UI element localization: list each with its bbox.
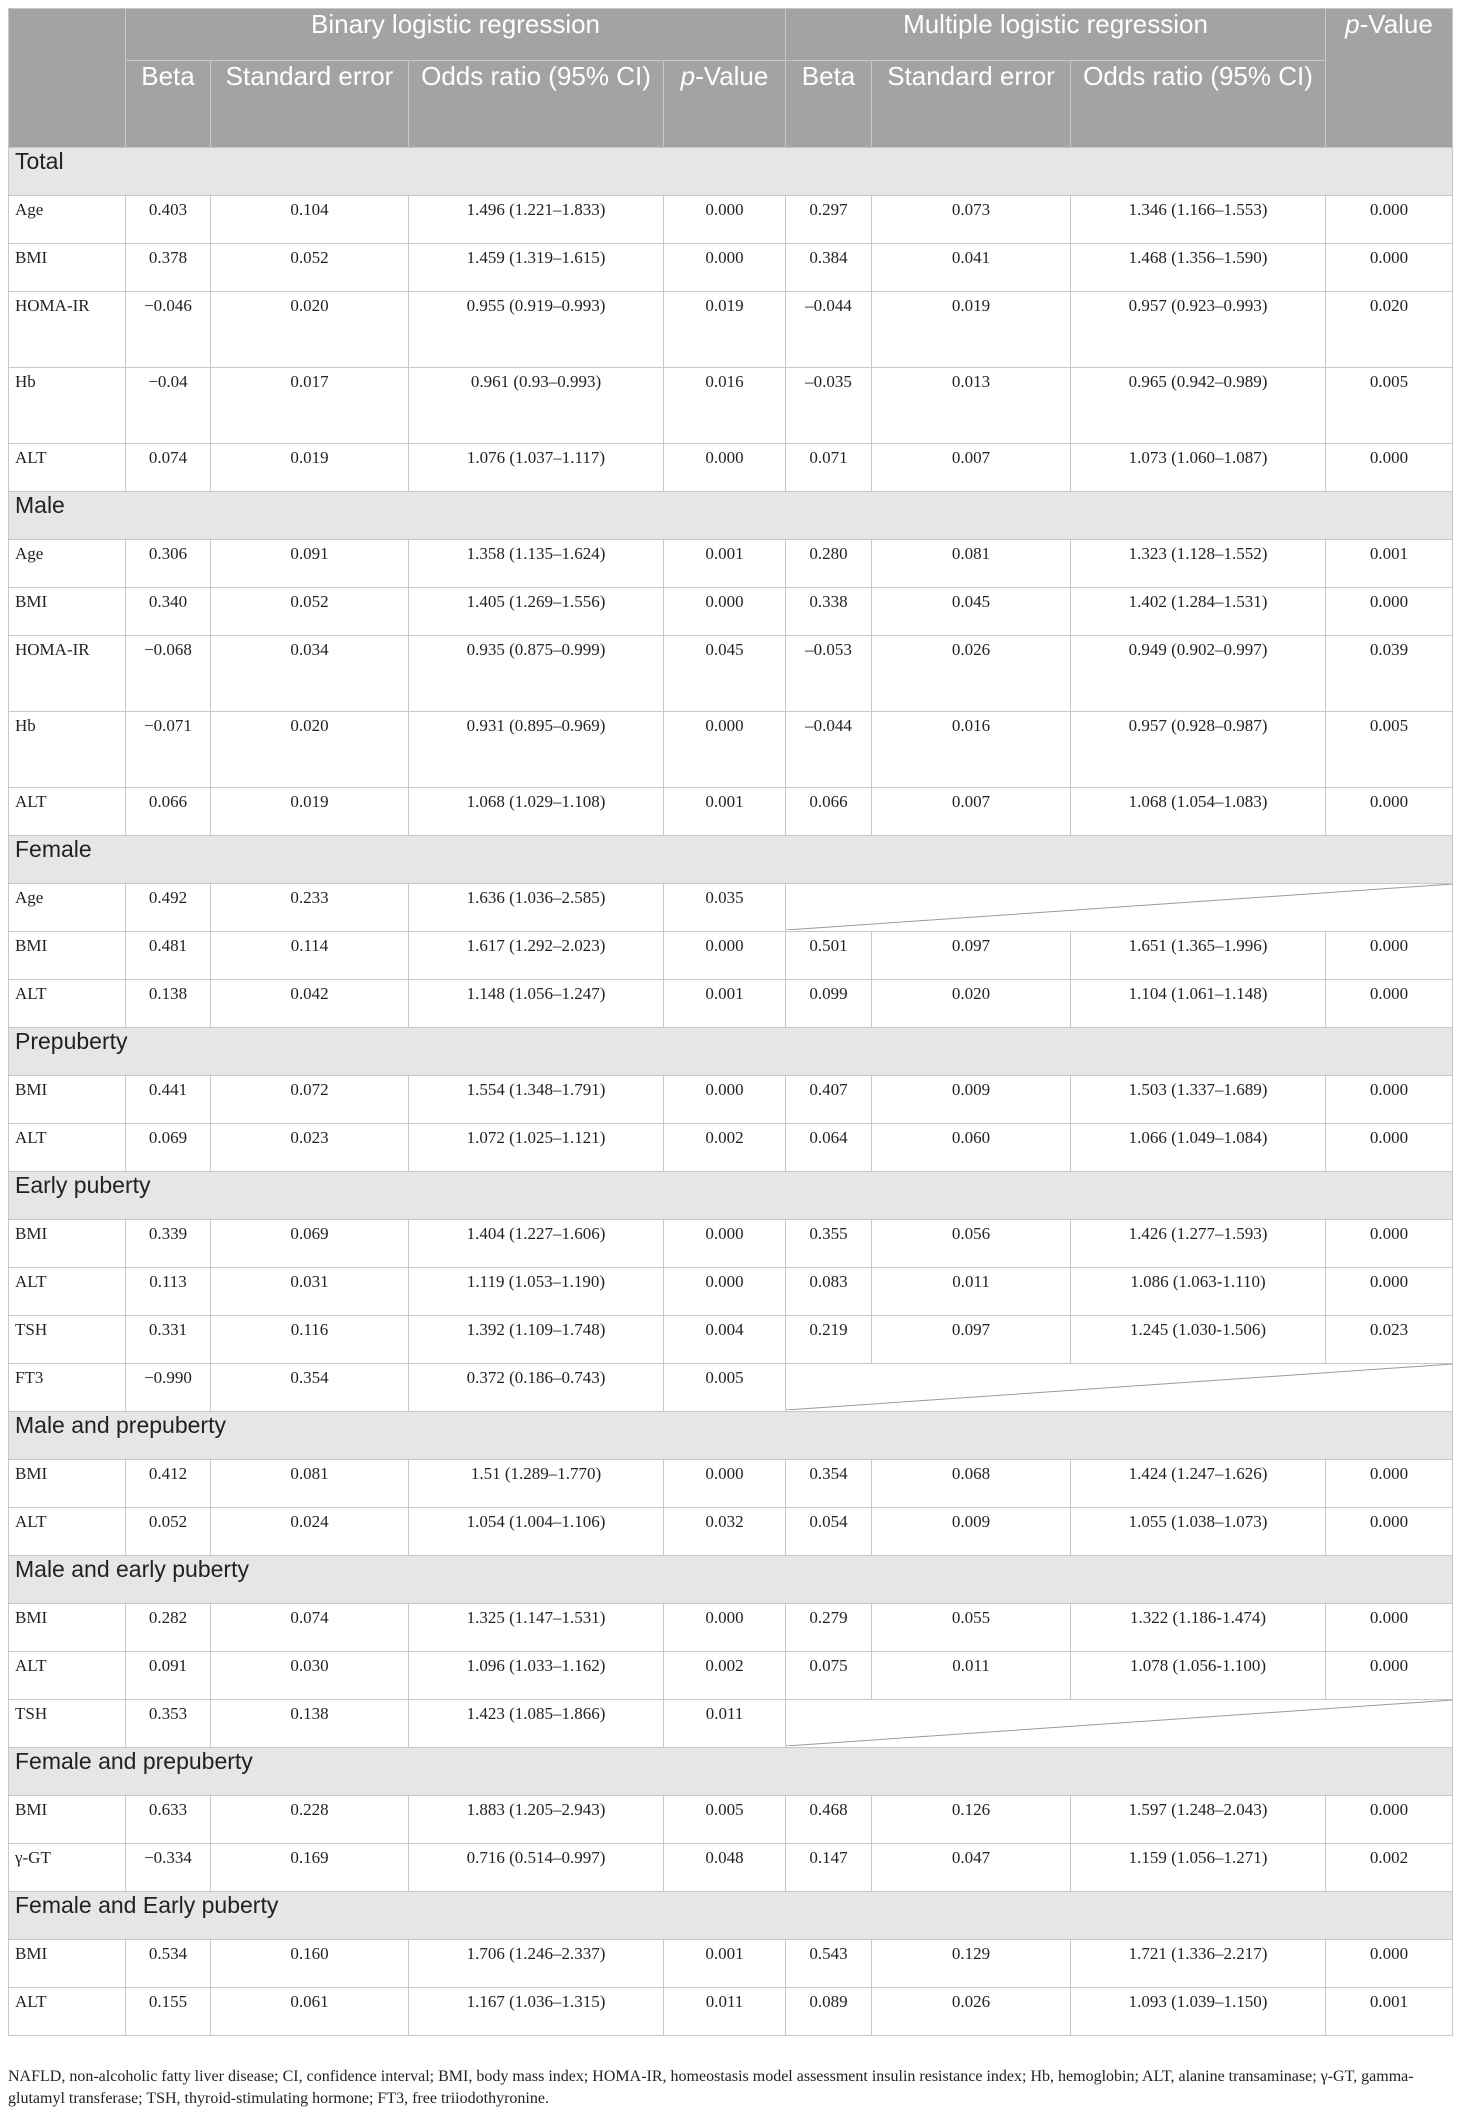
binary-or-cell: 1.148 (1.056–1.247) [409, 980, 664, 1028]
table-row [9, 368, 1453, 444]
multiple-p-cell: 0.001 [1326, 1988, 1453, 2036]
multiple-or-cell: 1.093 (1.039–1.150) [1071, 1988, 1326, 2036]
binary-p-cell: 0.019 [664, 292, 786, 368]
multiple-or-cell: 1.086 (1.063-1.110) [1071, 1268, 1326, 1316]
multiple-beta-cell: 0.279 [786, 1604, 872, 1652]
table-row [9, 444, 1453, 492]
multiple-p-cell: 0.000 [1326, 1076, 1453, 1124]
multiple-beta-cell: 0.280 [786, 540, 872, 588]
multiple-or-cell: 0.957 (0.928–0.987) [1071, 712, 1326, 788]
multiple-p-cell: 0.002 [1326, 1844, 1453, 1892]
binary-p-cell: 0.011 [664, 1700, 786, 1748]
multiple-se-cell: 0.097 [872, 932, 1071, 980]
binary-se-cell: 0.091 [211, 540, 409, 588]
multiple-se-cell: 0.007 [872, 444, 1071, 492]
multiple-beta-cell: –0.044 [786, 292, 872, 368]
multiple-p-cell: 0.000 [1326, 1604, 1453, 1652]
multiple-or-cell: 1.068 (1.054–1.083) [1071, 788, 1326, 836]
multiple-p-cell: 0.039 [1326, 636, 1453, 712]
binary-p-cell: 0.000 [664, 712, 786, 788]
binary-beta-cell: 0.113 [126, 1268, 211, 1316]
binary-p-cell: 0.001 [664, 1940, 786, 1988]
binary-p-cell: 0.000 [664, 1460, 786, 1508]
header-p-value: p-Value [664, 61, 786, 148]
table-row [9, 1316, 1453, 1364]
multiple-p-cell: 0.000 [1326, 1508, 1453, 1556]
multiple-p-cell: 0.023 [1326, 1316, 1453, 1364]
binary-beta-cell: 0.331 [126, 1316, 211, 1364]
table-row [9, 788, 1453, 836]
multiple-or-cell: 1.597 (1.248–2.043) [1071, 1796, 1326, 1844]
table-row [9, 1076, 1453, 1124]
not-included-cell [786, 884, 1453, 932]
header-p-value-multiple: p-Value [1326, 9, 1453, 148]
multiple-beta-cell: –0.044 [786, 712, 872, 788]
binary-beta-cell: −0.990 [126, 1364, 211, 1412]
multiple-beta-cell: 0.064 [786, 1124, 872, 1172]
variable-cell: BMI [9, 1460, 126, 1508]
table-body [9, 148, 1453, 2036]
multiple-or-cell: 0.965 (0.942–0.989) [1071, 368, 1326, 444]
binary-beta-cell: 0.282 [126, 1604, 211, 1652]
table-row [9, 1364, 1453, 1412]
group-heading: Male and prepuberty [9, 1412, 1453, 1460]
binary-p-cell: 0.001 [664, 788, 786, 836]
multiple-p-cell: 0.000 [1326, 444, 1453, 492]
multiple-or-cell: 0.949 (0.902–0.997) [1071, 636, 1326, 712]
binary-or-cell: 0.961 (0.93–0.993) [409, 368, 664, 444]
binary-se-cell: 0.023 [211, 1124, 409, 1172]
multiple-se-cell: 0.011 [872, 1268, 1071, 1316]
not-included-cell [786, 1364, 1453, 1412]
binary-or-cell: 0.931 (0.895–0.969) [409, 712, 664, 788]
table-row [9, 1460, 1453, 1508]
multiple-se-cell: 0.055 [872, 1604, 1071, 1652]
binary-p-cell: 0.032 [664, 1508, 786, 1556]
regression-table [8, 8, 1453, 2036]
multiple-or-cell: 1.503 (1.337–1.689) [1071, 1076, 1326, 1124]
group-heading: Male [9, 492, 1453, 540]
multiple-or-cell: 1.078 (1.056-1.100) [1071, 1652, 1326, 1700]
binary-beta-cell: −0.046 [126, 292, 211, 368]
multiple-se-cell: 0.009 [872, 1508, 1071, 1556]
table-row [9, 1940, 1453, 1988]
binary-se-cell: 0.074 [211, 1604, 409, 1652]
binary-beta-cell: 0.052 [126, 1508, 211, 1556]
binary-se-cell: 0.042 [211, 980, 409, 1028]
multiple-se-cell: 0.009 [872, 1076, 1071, 1124]
binary-se-cell: 0.072 [211, 1076, 409, 1124]
multiple-or-cell: 1.468 (1.356–1.590) [1071, 244, 1326, 292]
table-row [9, 1268, 1453, 1316]
table-row [9, 1988, 1453, 2036]
multiple-beta-cell: 0.071 [786, 444, 872, 492]
diagonal-line [786, 884, 1453, 930]
variable-cell: HOMA-IR [9, 636, 126, 712]
binary-p-cell: 0.000 [664, 1604, 786, 1652]
binary-or-cell: 1.072 (1.025–1.121) [409, 1124, 664, 1172]
not-included-cell [786, 1700, 1453, 1748]
binary-or-cell: 1.054 (1.004–1.106) [409, 1508, 664, 1556]
multiple-beta-cell: 0.355 [786, 1220, 872, 1268]
multiple-se-cell: 0.068 [872, 1460, 1071, 1508]
binary-or-cell: 0.935 (0.875–0.999) [409, 636, 664, 712]
table-row [9, 588, 1453, 636]
multiple-se-cell: 0.129 [872, 1940, 1071, 1988]
table-row [9, 196, 1453, 244]
binary-se-cell: 0.233 [211, 884, 409, 932]
binary-beta-cell: 0.353 [126, 1700, 211, 1748]
binary-p-cell: 0.001 [664, 980, 786, 1028]
multiple-beta-cell: 0.468 [786, 1796, 872, 1844]
multiple-p-cell: 0.000 [1326, 1652, 1453, 1700]
group-heading: Male and early puberty [9, 1556, 1453, 1604]
table-row [9, 1604, 1453, 1652]
binary-se-cell: 0.052 [211, 588, 409, 636]
multiple-p-cell: 0.000 [1326, 1124, 1453, 1172]
binary-beta-cell: 0.412 [126, 1460, 211, 1508]
header-standard-error: Standard error [211, 61, 409, 148]
binary-beta-cell: 0.441 [126, 1076, 211, 1124]
multiple-p-cell: 0.005 [1326, 712, 1453, 788]
variable-cell: ALT [9, 1508, 126, 1556]
table-row [9, 1220, 1453, 1268]
table-row [9, 636, 1453, 712]
table-row [9, 980, 1453, 1028]
multiple-or-cell: 1.721 (1.336–2.217) [1071, 1940, 1326, 1988]
binary-or-cell: 0.372 (0.186–0.743) [409, 1364, 664, 1412]
header-multiple: Multiple logistic regression [786, 9, 1326, 61]
binary-se-cell: 0.081 [211, 1460, 409, 1508]
multiple-beta-cell: 0.083 [786, 1268, 872, 1316]
binary-or-cell: 1.554 (1.348–1.791) [409, 1076, 664, 1124]
binary-or-cell: 1.076 (1.037–1.117) [409, 444, 664, 492]
binary-p-cell: 0.005 [664, 1796, 786, 1844]
variable-cell: BMI [9, 1076, 126, 1124]
binary-or-cell: 1.51 (1.289–1.770) [409, 1460, 664, 1508]
table-row [9, 1700, 1453, 1748]
binary-se-cell: 0.020 [211, 292, 409, 368]
table-row [9, 884, 1453, 932]
multiple-or-cell: 1.323 (1.128–1.552) [1071, 540, 1326, 588]
binary-or-cell: 0.716 (0.514–0.997) [409, 1844, 664, 1892]
binary-beta-cell: −0.071 [126, 712, 211, 788]
binary-or-cell: 1.706 (1.246–2.337) [409, 1940, 664, 1988]
binary-p-cell: 0.045 [664, 636, 786, 712]
multiple-beta-cell: 0.407 [786, 1076, 872, 1124]
table-row [9, 540, 1453, 588]
binary-se-cell: 0.138 [211, 1700, 409, 1748]
multiple-se-cell: 0.081 [872, 540, 1071, 588]
binary-beta-cell: 0.340 [126, 588, 211, 636]
multiple-se-cell: 0.056 [872, 1220, 1071, 1268]
variable-cell: TSH [9, 1316, 126, 1364]
binary-or-cell: 1.167 (1.036–1.315) [409, 1988, 664, 2036]
multiple-or-cell: 1.245 (1.030-1.506) [1071, 1316, 1326, 1364]
table-footnote: NAFLD, non-alcoholic fatty liver disease; CI, confidence interval; BMI, body mass index; HOMA-IR, homeostasis model assessment insulin resistance index; Hb, hemoglobin; ALT, alanine transaminase; γ-GT, gamma-glutamyl transferase; TSH, thyroid-stimulating hormone; FT3, free triiodothyronine. [8, 2068, 1414, 2107]
table-row [9, 244, 1453, 292]
multiple-or-cell: 1.104 (1.061–1.148) [1071, 980, 1326, 1028]
binary-se-cell: 0.114 [211, 932, 409, 980]
group-heading: Total [9, 148, 1453, 196]
group-heading: Early puberty [9, 1172, 1453, 1220]
multiple-or-cell: 1.426 (1.277–1.593) [1071, 1220, 1326, 1268]
variable-cell: ALT [9, 1124, 126, 1172]
multiple-se-cell: 0.073 [872, 196, 1071, 244]
binary-or-cell: 1.617 (1.292–2.023) [409, 932, 664, 980]
multiple-beta-cell: 0.338 [786, 588, 872, 636]
binary-p-cell: 0.035 [664, 884, 786, 932]
binary-se-cell: 0.031 [211, 1268, 409, 1316]
binary-p-cell: 0.000 [664, 1268, 786, 1316]
multiple-or-cell: 0.957 (0.923–0.993) [1071, 292, 1326, 368]
multiple-se-cell: 0.026 [872, 636, 1071, 712]
multiple-beta-cell: 0.354 [786, 1460, 872, 1508]
multiple-p-cell: 0.000 [1326, 980, 1453, 1028]
variable-cell: BMI [9, 1220, 126, 1268]
table-row [9, 1652, 1453, 1700]
multiple-se-cell: 0.026 [872, 1988, 1071, 2036]
binary-beta-cell: 0.155 [126, 1988, 211, 2036]
table-row [9, 1844, 1453, 1892]
multiple-beta-cell: –0.035 [786, 368, 872, 444]
binary-or-cell: 1.068 (1.029–1.108) [409, 788, 664, 836]
binary-p-cell: 0.016 [664, 368, 786, 444]
header-beta: Beta [786, 61, 872, 148]
binary-se-cell: 0.052 [211, 244, 409, 292]
binary-se-cell: 0.017 [211, 368, 409, 444]
diagonal-line [786, 1364, 1453, 1410]
binary-p-cell: 0.048 [664, 1844, 786, 1892]
binary-beta-cell: 0.403 [126, 196, 211, 244]
variable-cell: Age [9, 196, 126, 244]
binary-or-cell: 1.404 (1.227–1.606) [409, 1220, 664, 1268]
variable-cell: BMI [9, 1940, 126, 1988]
variable-cell: ALT [9, 1988, 126, 2036]
table-row [9, 292, 1453, 368]
multiple-se-cell: 0.041 [872, 244, 1071, 292]
binary-beta-cell: −0.334 [126, 1844, 211, 1892]
multiple-or-cell: 1.651 (1.365–1.996) [1071, 932, 1326, 980]
binary-beta-cell: −0.068 [126, 636, 211, 712]
group-heading: Female and Early puberty [9, 1892, 1453, 1940]
multiple-or-cell: 1.402 (1.284–1.531) [1071, 588, 1326, 636]
variable-cell: γ-GT [9, 1844, 126, 1892]
binary-p-cell: 0.002 [664, 1124, 786, 1172]
binary-or-cell: 1.405 (1.269–1.556) [409, 588, 664, 636]
variable-cell: Age [9, 884, 126, 932]
binary-or-cell: 1.392 (1.109–1.748) [409, 1316, 664, 1364]
variable-cell: BMI [9, 1604, 126, 1652]
binary-beta-cell: 0.074 [126, 444, 211, 492]
binary-p-cell: 0.002 [664, 1652, 786, 1700]
binary-p-cell: 0.004 [664, 1316, 786, 1364]
variable-cell: FT3 [9, 1364, 126, 1412]
diagonal-line [786, 1700, 1453, 1746]
variable-cell: Age [9, 540, 126, 588]
binary-se-cell: 0.354 [211, 1364, 409, 1412]
binary-beta-cell: 0.066 [126, 788, 211, 836]
multiple-se-cell: 0.007 [872, 788, 1071, 836]
multiple-se-cell: 0.126 [872, 1796, 1071, 1844]
variable-cell: ALT [9, 444, 126, 492]
binary-p-cell: 0.001 [664, 540, 786, 588]
binary-or-cell: 1.325 (1.147–1.531) [409, 1604, 664, 1652]
binary-p-cell: 0.000 [664, 1220, 786, 1268]
multiple-or-cell: 1.066 (1.049–1.084) [1071, 1124, 1326, 1172]
header-odds-ratio: Odds ratio (95% CI) [409, 61, 664, 148]
multiple-or-cell: 1.346 (1.166–1.553) [1071, 196, 1326, 244]
group-heading: Female [9, 836, 1453, 884]
binary-or-cell: 1.423 (1.085–1.866) [409, 1700, 664, 1748]
binary-p-cell: 0.000 [664, 588, 786, 636]
variable-cell: BMI [9, 588, 126, 636]
variable-cell: ALT [9, 788, 126, 836]
multiple-se-cell: 0.016 [872, 712, 1071, 788]
multiple-p-cell: 0.000 [1326, 1460, 1453, 1508]
binary-p-cell: 0.000 [664, 1076, 786, 1124]
multiple-beta-cell: 0.099 [786, 980, 872, 1028]
multiple-se-cell: 0.097 [872, 1316, 1071, 1364]
binary-beta-cell: 0.091 [126, 1652, 211, 1700]
binary-se-cell: 0.160 [211, 1940, 409, 1988]
variable-cell: BMI [9, 244, 126, 292]
binary-beta-cell: 0.378 [126, 244, 211, 292]
multiple-p-cell: 0.000 [1326, 788, 1453, 836]
multiple-p-cell: 0.000 [1326, 1268, 1453, 1316]
binary-p-cell: 0.011 [664, 1988, 786, 2036]
multiple-p-cell: 0.000 [1326, 1940, 1453, 1988]
binary-se-cell: 0.116 [211, 1316, 409, 1364]
binary-se-cell: 0.020 [211, 712, 409, 788]
multiple-p-cell: 0.020 [1326, 292, 1453, 368]
binary-se-cell: 0.034 [211, 636, 409, 712]
multiple-or-cell: 1.159 (1.056–1.271) [1071, 1844, 1326, 1892]
header-odds-ratio: Odds ratio (95% CI) [1071, 61, 1326, 148]
multiple-se-cell: 0.045 [872, 588, 1071, 636]
multiple-beta-cell: 0.054 [786, 1508, 872, 1556]
binary-or-cell: 1.883 (1.205–2.943) [409, 1796, 664, 1844]
binary-se-cell: 0.019 [211, 444, 409, 492]
binary-p-cell: 0.000 [664, 196, 786, 244]
binary-p-cell: 0.005 [664, 1364, 786, 1412]
multiple-p-cell: 0.001 [1326, 540, 1453, 588]
binary-beta-cell: 0.534 [126, 1940, 211, 1988]
variable-cell: BMI [9, 1796, 126, 1844]
multiple-beta-cell: 0.075 [786, 1652, 872, 1700]
header-beta: Beta [126, 61, 211, 148]
multiple-p-cell: 0.000 [1326, 932, 1453, 980]
multiple-se-cell: 0.011 [872, 1652, 1071, 1700]
binary-p-cell: 0.000 [664, 444, 786, 492]
multiple-beta-cell: 0.219 [786, 1316, 872, 1364]
variable-cell: ALT [9, 1652, 126, 1700]
binary-beta-cell: 0.138 [126, 980, 211, 1028]
table-row [9, 932, 1453, 980]
multiple-beta-cell: 0.089 [786, 1988, 872, 2036]
binary-se-cell: 0.019 [211, 788, 409, 836]
binary-se-cell: 0.169 [211, 1844, 409, 1892]
binary-se-cell: 0.024 [211, 1508, 409, 1556]
table-row [9, 1124, 1453, 1172]
table-row [9, 1508, 1453, 1556]
binary-se-cell: 0.030 [211, 1652, 409, 1700]
multiple-p-cell: 0.005 [1326, 368, 1453, 444]
binary-beta-cell: 0.481 [126, 932, 211, 980]
binary-or-cell: 1.358 (1.135–1.624) [409, 540, 664, 588]
multiple-se-cell: 0.013 [872, 368, 1071, 444]
binary-or-cell: 1.636 (1.036–2.585) [409, 884, 664, 932]
multiple-p-cell: 0.000 [1326, 196, 1453, 244]
binary-or-cell: 0.955 (0.919–0.993) [409, 292, 664, 368]
multiple-beta-cell: 0.297 [786, 196, 872, 244]
binary-p-cell: 0.000 [664, 932, 786, 980]
multiple-or-cell: 1.322 (1.186-1.474) [1071, 1604, 1326, 1652]
variable-cell: BMI [9, 932, 126, 980]
multiple-or-cell: 1.424 (1.247–1.626) [1071, 1460, 1326, 1508]
binary-se-cell: 0.104 [211, 196, 409, 244]
variable-cell: HOMA-IR [9, 292, 126, 368]
binary-beta-cell: −0.04 [126, 368, 211, 444]
group-heading: Prepuberty [9, 1028, 1453, 1076]
multiple-beta-cell: 0.501 [786, 932, 872, 980]
multiple-beta-cell: 0.543 [786, 1940, 872, 1988]
binary-beta-cell: 0.492 [126, 884, 211, 932]
binary-beta-cell: 0.633 [126, 1796, 211, 1844]
binary-or-cell: 1.119 (1.053–1.190) [409, 1268, 664, 1316]
variable-cell: TSH [9, 1700, 126, 1748]
variable-cell: ALT [9, 980, 126, 1028]
multiple-beta-cell: –0.053 [786, 636, 872, 712]
multiple-se-cell: 0.060 [872, 1124, 1071, 1172]
group-heading: Female and prepuberty [9, 1748, 1453, 1796]
binary-se-cell: 0.061 [211, 1988, 409, 2036]
multiple-or-cell: 1.055 (1.038–1.073) [1071, 1508, 1326, 1556]
header-standard-error: Standard error [872, 61, 1071, 148]
multiple-or-cell: 1.073 (1.060–1.087) [1071, 444, 1326, 492]
binary-beta-cell: 0.306 [126, 540, 211, 588]
table-row [9, 1796, 1453, 1844]
header-corner [9, 9, 126, 148]
binary-beta-cell: 0.069 [126, 1124, 211, 1172]
multiple-p-cell: 0.000 [1326, 588, 1453, 636]
multiple-beta-cell: 0.384 [786, 244, 872, 292]
variable-cell: Hb [9, 368, 126, 444]
multiple-p-cell: 0.000 [1326, 1220, 1453, 1268]
binary-se-cell: 0.069 [211, 1220, 409, 1268]
binary-p-cell: 0.000 [664, 244, 786, 292]
multiple-se-cell: 0.019 [872, 292, 1071, 368]
binary-or-cell: 1.096 (1.033–1.162) [409, 1652, 664, 1700]
multiple-beta-cell: 0.066 [786, 788, 872, 836]
multiple-p-cell: 0.000 [1326, 244, 1453, 292]
multiple-se-cell: 0.047 [872, 1844, 1071, 1892]
multiple-beta-cell: 0.147 [786, 1844, 872, 1892]
multiple-se-cell: 0.020 [872, 980, 1071, 1028]
binary-or-cell: 1.459 (1.319–1.615) [409, 244, 664, 292]
binary-se-cell: 0.228 [211, 1796, 409, 1844]
variable-cell: Hb [9, 712, 126, 788]
multiple-p-cell: 0.000 [1326, 1796, 1453, 1844]
binary-or-cell: 1.496 (1.221–1.833) [409, 196, 664, 244]
header-binary: Binary logistic regression [126, 9, 786, 61]
table-row [9, 712, 1453, 788]
binary-beta-cell: 0.339 [126, 1220, 211, 1268]
variable-cell: ALT [9, 1268, 126, 1316]
